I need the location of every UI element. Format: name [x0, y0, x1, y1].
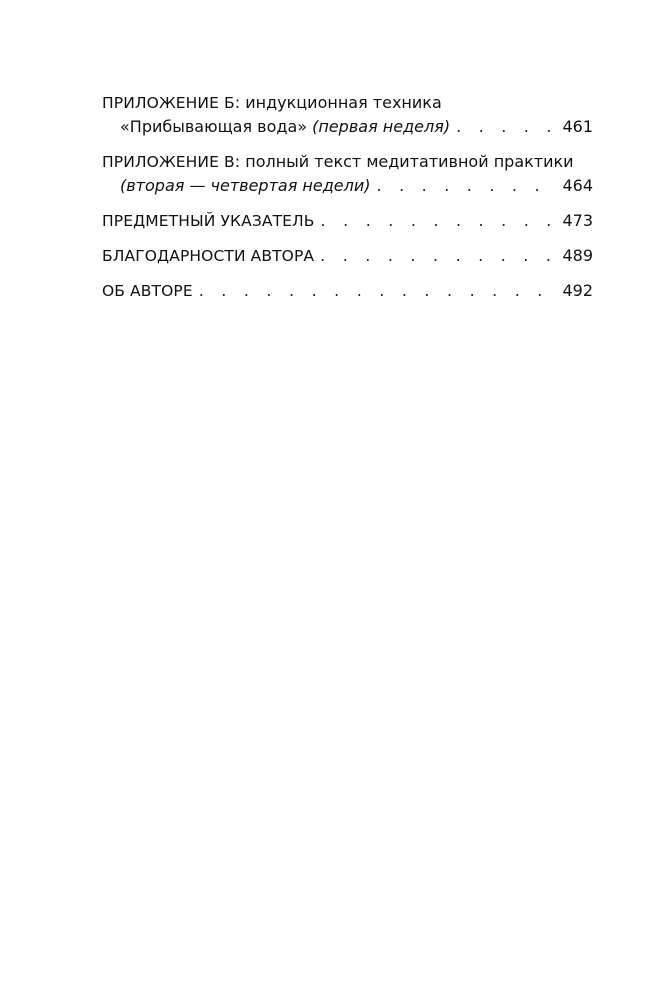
table-of-contents [102, 91, 593, 314]
leader-dots [199, 279, 557, 303]
toc-entry-subject-index[interactable] [102, 209, 593, 233]
leader-dots [456, 115, 556, 139]
toc-entry-title-line [102, 150, 593, 174]
toc-page-number: 489 [562, 246, 593, 265]
toc-entry-heading: ПРИЛОЖЕНИЕ В [102, 153, 235, 171]
toc-entry-acknowledgements[interactable] [102, 244, 593, 268]
toc-entry-continuation-line [102, 174, 593, 198]
toc-entry-description-cont: «Прибывающая вода» [120, 117, 313, 136]
toc-entry-separator: : [234, 93, 241, 112]
toc-entry-title-line [102, 279, 593, 303]
toc-page-number: 473 [562, 211, 593, 230]
leader-dots [321, 209, 557, 233]
toc-entry-heading: БЛАГОДАРНОСТИ АВТОРА [102, 247, 315, 265]
toc-entry-heading: ОБ АВТОРЕ [102, 282, 193, 300]
toc-entry-description: полный текст медитативной практики [240, 152, 574, 171]
leader-dots [320, 244, 556, 268]
toc-page-number: 461 [562, 117, 593, 136]
toc-entry-separator: : [234, 152, 241, 171]
toc-page-number: 464 [562, 176, 593, 195]
toc-page-number: 492 [562, 281, 593, 300]
toc-entry-about-author[interactable] [102, 279, 593, 303]
toc-entry-heading: ПРЕДМЕТНЫЙ УКАЗАТЕЛЬ [102, 212, 315, 230]
toc-entry-continuation-line [102, 115, 593, 139]
toc-entry-appendix-b[interactable] [102, 91, 593, 139]
toc-entry-title-line [102, 244, 593, 268]
toc-entry-appendix-v[interactable] [102, 150, 593, 198]
toc-entry-italic-note: (вторая — четвертая недели) [120, 176, 371, 195]
toc-entry-heading: ПРИЛОЖЕНИЕ Б [102, 94, 235, 112]
toc-entry-title-line [102, 209, 593, 233]
toc-entry-title-line [102, 91, 593, 115]
toc-entry-description: индукционная техника [240, 93, 442, 112]
leader-dots [377, 174, 557, 198]
toc-entry-italic-note: (первая неделя) [312, 117, 451, 136]
